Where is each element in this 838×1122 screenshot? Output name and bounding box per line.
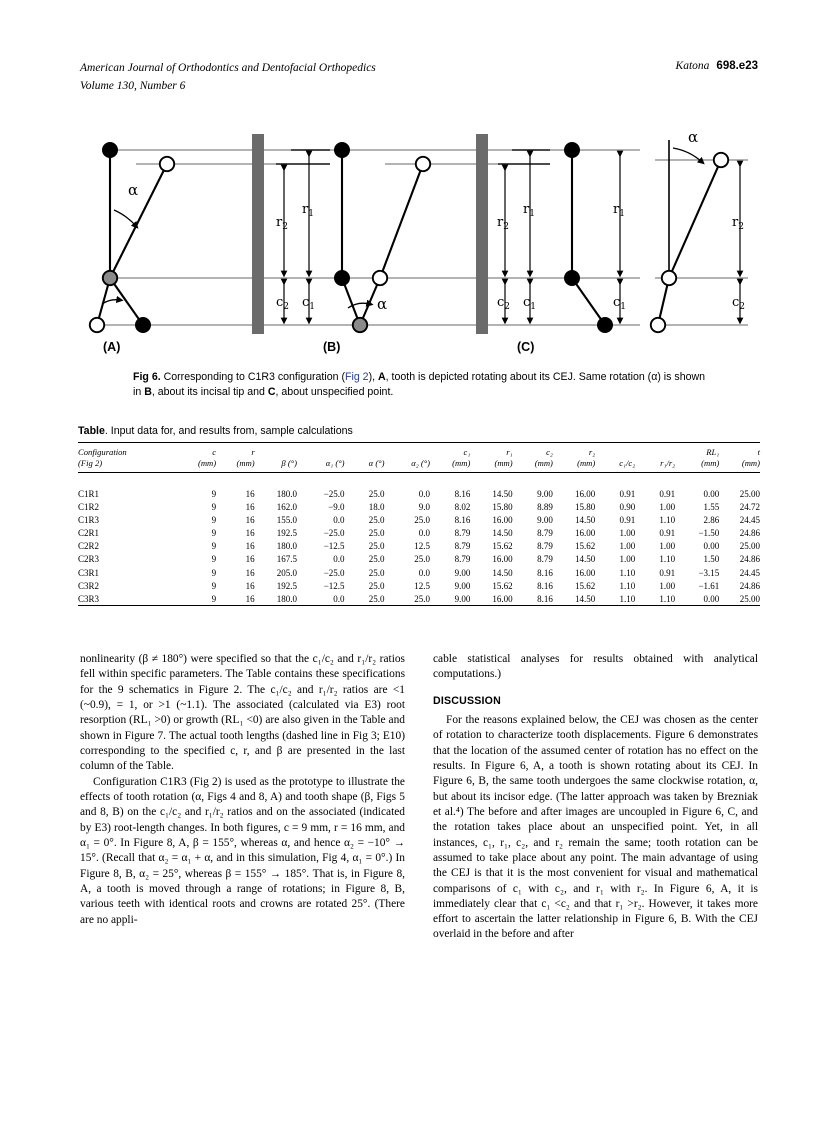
figure-caption xyxy=(133,370,707,401)
table-cell: 180.0 xyxy=(276,593,297,604)
table-cell: −9.0 xyxy=(328,502,345,513)
table-cell: 14.50 xyxy=(492,528,513,539)
table-cell: 180.0 xyxy=(276,541,297,552)
th-t-l1: t xyxy=(757,447,760,457)
table-cell: 25.0 xyxy=(368,488,385,499)
table-row xyxy=(78,540,760,553)
table-cell: −25.0 xyxy=(323,567,345,578)
table-cell: 9.0 xyxy=(418,502,431,513)
svg-text:c2: $c_2$ xyxy=(732,295,746,312)
table-cell: 12.5 xyxy=(414,541,431,552)
table-cell: 0.91 xyxy=(659,567,676,578)
svg-text:r2: $r_2$ xyxy=(276,215,288,232)
table-title xyxy=(78,425,760,437)
table-cell-configuration: C1R2 xyxy=(78,502,100,513)
table-cell: 15.62 xyxy=(492,580,513,591)
panel-b-graphic xyxy=(330,134,550,334)
table-cell: 25.0 xyxy=(414,515,431,526)
th-r2-l1: r₂ xyxy=(588,447,596,457)
table-row xyxy=(78,527,760,540)
table-cell: 15.62 xyxy=(492,541,513,552)
table-cell: 24.45 xyxy=(739,567,760,578)
spacer-cell xyxy=(78,478,760,487)
sample-calculations-table xyxy=(78,442,760,609)
table-cell: 8.16 xyxy=(537,567,553,578)
table-cell: 14.50 xyxy=(574,593,596,604)
table-cell: 0.00 xyxy=(703,593,720,604)
table-cell-configuration: C2R3 xyxy=(78,554,100,565)
table-cell: 16.00 xyxy=(492,515,513,526)
table-cell: 12.5 xyxy=(414,580,431,591)
table-cell: 8.89 xyxy=(537,502,553,513)
section-heading-discussion: DISCUSSION xyxy=(433,694,501,707)
svg-text:c2: $c_2$ xyxy=(276,295,290,312)
table-cell: 192.5 xyxy=(276,580,297,591)
table-cell: 16.00 xyxy=(574,567,596,578)
table-row xyxy=(78,553,760,566)
table-cell: 1.10 xyxy=(659,593,676,604)
table-cell: 25.00 xyxy=(739,488,760,499)
table-header xyxy=(78,443,760,479)
svg-text:r1: $r_1$ xyxy=(302,202,314,219)
table-cell: 1.10 xyxy=(619,593,636,604)
table-cell: 1.00 xyxy=(659,541,676,552)
table-cell: 1.10 xyxy=(619,580,636,591)
th-r1 xyxy=(470,447,512,473)
table-cell: 0.0 xyxy=(418,528,431,539)
table-row xyxy=(78,501,760,514)
table-cell: 8.79 xyxy=(537,528,553,539)
th-rl1-l1: RL₁ xyxy=(706,447,720,457)
th-c2-l2: (mm) xyxy=(534,458,553,469)
caption-text-3: , tooth is depicted rotating about its CEJ. Same rotation (α) is shown in xyxy=(133,371,706,399)
table-cell: 8.16 xyxy=(537,580,553,591)
table-cell: 0.90 xyxy=(619,502,636,513)
th-r1-l1: r₁ xyxy=(506,447,513,457)
table-cell: 24.45 xyxy=(739,515,760,526)
th-configuration xyxy=(78,447,181,473)
table-cell: 2.86 xyxy=(703,515,720,526)
th-alpha1 xyxy=(297,447,345,473)
svg-text:r2: $r_2$ xyxy=(497,215,509,232)
th-beta-l2: β (°) xyxy=(281,458,297,469)
table-cell: 16 xyxy=(245,554,255,565)
table-cell: 1.10 xyxy=(619,567,636,578)
table-cell: 205.0 xyxy=(276,567,297,578)
table-cell: 9 xyxy=(211,554,217,565)
table-cell: 9 xyxy=(211,528,217,539)
th-c xyxy=(181,447,216,473)
data-table-block xyxy=(78,425,760,609)
table-cell-configuration: C2R1 xyxy=(78,528,100,539)
table-body xyxy=(78,478,760,605)
table-cell: 14.50 xyxy=(574,554,596,565)
th-alpha2 xyxy=(384,447,430,473)
table-cell: 1.00 xyxy=(619,554,636,565)
svg-text:α: α xyxy=(688,128,699,146)
table-cell: −12.5 xyxy=(323,580,345,591)
th-configuration-l1: Configuration xyxy=(78,447,127,457)
th-configuration-l2: (Fig 2) xyxy=(78,458,103,469)
table-cell: 0.0 xyxy=(418,488,431,499)
th-r1-l2: (mm) xyxy=(494,458,513,469)
table-cell: 9.00 xyxy=(454,580,471,591)
table-cell-configuration: C3R3 xyxy=(78,593,100,604)
table-cell: 0.91 xyxy=(659,488,676,499)
table-cell: 25.0 xyxy=(414,554,431,565)
svg-text:r2: $r_2$ xyxy=(732,215,744,232)
table-cell: 8.79 xyxy=(454,554,471,565)
th-r-l2: (mm) xyxy=(236,458,255,469)
table-cell: 25.0 xyxy=(368,593,385,604)
table-row xyxy=(78,592,760,606)
table-cell: 9 xyxy=(211,593,217,604)
table-cell: 24.72 xyxy=(739,502,760,513)
author-name: Katona xyxy=(675,60,710,72)
table-title-label: Table xyxy=(78,425,105,437)
th-alpha1-l2: α₁ (°) xyxy=(325,458,345,469)
table-cell: 14.50 xyxy=(492,488,513,499)
table-footer xyxy=(78,606,760,610)
svg-text:c1: $c_1$ xyxy=(523,295,537,312)
table-cell: 24.86 xyxy=(739,554,760,565)
th-c-l2: (mm) xyxy=(197,458,217,469)
table-cell: 16.00 xyxy=(574,488,596,499)
svg-text:c1: $c_1$ xyxy=(302,295,316,312)
column-left xyxy=(80,652,405,928)
th-rl1 xyxy=(675,447,719,473)
caption-bold-b: B xyxy=(144,386,152,399)
table-cell: 1.10 xyxy=(659,554,676,565)
table-cell: 25.0 xyxy=(368,515,385,526)
table-cell: 16 xyxy=(245,580,255,591)
table-cell: 24.86 xyxy=(739,580,760,591)
table-cell: −25.0 xyxy=(323,528,345,539)
table-cell: 0.0 xyxy=(418,567,431,578)
table-cell: 0.91 xyxy=(659,528,676,539)
table-cell: 9 xyxy=(211,541,217,552)
journal-name: American Journal of Orthodontics and Dentofacial Orthopedics xyxy=(80,62,376,74)
table-cell: 25.0 xyxy=(368,567,385,578)
table-cell: 0.00 xyxy=(703,541,720,552)
th-r2-l2: (mm) xyxy=(577,458,596,469)
table-row xyxy=(78,514,760,527)
table-cell: 1.00 xyxy=(619,528,636,539)
th-alpha xyxy=(345,447,385,473)
table-cell: 16 xyxy=(245,528,255,539)
svg-text:α: α xyxy=(377,295,388,313)
panel-label-a: (A) xyxy=(103,340,121,354)
th-c-l1: c xyxy=(212,447,217,457)
caption-label: Fig 6. xyxy=(133,371,161,383)
svg-text:r1: $r_1$ xyxy=(523,202,535,219)
panel-label-b: (B) xyxy=(323,340,341,354)
th-c1c2-l2: c₁/c₂ xyxy=(619,458,636,469)
table-cell: 8.79 xyxy=(537,554,553,565)
table-cell: 1.10 xyxy=(659,515,676,526)
table-cell: 18.0 xyxy=(368,502,385,513)
th-r-l1: r xyxy=(251,447,255,457)
table-cell-configuration: C3R2 xyxy=(78,580,100,591)
table-cell: 9 xyxy=(211,567,217,578)
table-cell: 25.0 xyxy=(414,593,431,604)
table-cell: 24.86 xyxy=(739,528,760,539)
running-head-left xyxy=(80,60,376,96)
table-cell: 1.00 xyxy=(619,541,636,552)
table-cell: 15.80 xyxy=(492,502,513,513)
table-cell: 9.00 xyxy=(454,567,471,578)
table-cell: 1.55 xyxy=(703,502,720,513)
table-cell: 9.00 xyxy=(537,515,553,526)
journal-volume: Volume 130, Number 6 xyxy=(80,79,186,92)
table-cell-configuration: C1R1 xyxy=(78,488,100,499)
table-cell: 9 xyxy=(211,515,217,526)
table-cell: 162.0 xyxy=(276,502,297,513)
table-cell: 155.0 xyxy=(276,515,297,526)
table-cell: 8.16 xyxy=(454,488,471,499)
th-t-l2: (mm) xyxy=(741,458,760,469)
th-c1 xyxy=(430,447,470,473)
table-title-text: . Input data for, and results from, sample calculations xyxy=(104,425,353,437)
table-cell: 8.02 xyxy=(454,502,471,513)
figure-6-graphic xyxy=(80,118,758,363)
th-t xyxy=(719,447,760,473)
caption-bold-a: A xyxy=(377,371,386,383)
table-cell: 8.79 xyxy=(454,541,471,552)
table-header-row xyxy=(78,447,760,473)
table-row xyxy=(78,566,760,579)
caption-text-4: , about its incisal tip and xyxy=(151,386,268,399)
table-cell: 16.00 xyxy=(492,554,513,565)
th-r xyxy=(216,447,255,473)
th-c1c2 xyxy=(595,447,635,473)
paragraph-right-2: For the reasons explained below, the CEJ was chosen as the center of rotation to characterize tooth displacements. Figure 6 demonstrates that the location of the assumed center of rotation has no effect on the results. In Figure 6, A, a tooth is shown rotating about its CEJ. In Figure 6, B, the same tooth undergoes the same clockwise rotation, α, but about its incisor edge. (The latter approach was taken by Brezniak et al.⁴) The before and after images are uncoupled in Figure 6, C, and the rotation takes place about an unspecified point. Yet, in all instances, c₁, r₁, c₂, and r₂ remain the same; tooth rotation can be assumed to take place about any point. The main advantage of using the CEJ is that it is the most convenient for visual and mathematical comparisons of c₁ with c₂, and r₁ with r₂. In Figure 6, A, it is immediately clear that c₁ <c₂ and that r₁ >r₂. However, it takes more effort to ascertain the latter relationship in Figure 6, B. With the CEJ overlaid in the before and after xyxy=(433,713,758,941)
table-cell: 8.79 xyxy=(454,528,471,539)
table-cell: 14.50 xyxy=(492,567,513,578)
table-cell: 25.0 xyxy=(368,528,385,539)
table-cell: 16.00 xyxy=(492,593,513,604)
th-c2 xyxy=(513,447,553,473)
svg-text:r1: $r_1$ xyxy=(613,202,625,219)
caption-bold-c: C xyxy=(267,386,276,399)
table-cell: 16.00 xyxy=(574,528,596,539)
panel-c-graphic xyxy=(550,128,748,332)
table-cell: 9.00 xyxy=(537,488,553,499)
table-cell: 0.0 xyxy=(333,515,345,526)
table-cell: 9 xyxy=(211,580,217,591)
th-rl1-l2: (mm) xyxy=(701,458,720,469)
table-cell: 25.00 xyxy=(739,541,760,552)
paragraph-left-2: Configuration C1R3 (Fig 2) is used as the prototype to illustrate the effects of tooth rotation (α, Figs 4 and 8, A) and tooth shape (β, Figs 5 and 8, B) on the c₁/c₂ and r₁/r₂ ratios and on the associated (indicated by E3) root-length changes. In both figures, c = 9 mm, r = 16 mm, and α₁ = 0°. In Figure 8, A, β = 155°, whereas α, and hence α₂ = −10° → 15°. (Recall that α₂ = α₁ + α, and in this simulation, Fig 4, α₁ = 0°.) In Figure 8, B, α₂ = 25°, whereas β = 155° → 185°. That is, in Figure 8, A, a tooth is moved through a range of rotations; in Figure 8, B, various teeth with identical roots and crowns are rotated 25°. (There are no appli- xyxy=(80,775,405,926)
th-c1-l1: c₁ xyxy=(463,447,471,457)
table-cell: 0.91 xyxy=(619,515,636,526)
table-cell: 0.91 xyxy=(619,488,636,499)
table-cell: 192.5 xyxy=(276,528,297,539)
table-cell-configuration: C1R3 xyxy=(78,515,100,526)
panel-a-graphic xyxy=(90,134,330,334)
th-c2-l1: c₂ xyxy=(546,447,553,457)
table-cell-configuration: C3R1 xyxy=(78,567,100,578)
table-cell: 25.00 xyxy=(739,593,760,604)
table-cell: 16 xyxy=(245,515,255,526)
table-cell: 0.0 xyxy=(333,554,345,565)
th-r1r2 xyxy=(635,447,675,473)
table-cell: 16 xyxy=(245,593,255,604)
running-head-right xyxy=(676,60,758,72)
table-cell: −1.61 xyxy=(698,580,720,591)
figure-6 xyxy=(80,118,758,363)
table-cell: 25.0 xyxy=(368,580,385,591)
table-cell: 1.00 xyxy=(659,580,676,591)
table-cell: 8.16 xyxy=(537,593,553,604)
caption-text-5: , about unspecified point. xyxy=(275,386,394,399)
table-cell: 16 xyxy=(245,488,255,499)
page-number: 698.e23 xyxy=(716,60,758,72)
table-row xyxy=(78,487,760,500)
table-cell: 14.50 xyxy=(574,515,596,526)
table-cell: 1.00 xyxy=(659,502,676,513)
table-spacer-row xyxy=(78,478,760,487)
table-cell: 167.5 xyxy=(276,554,297,565)
table-cell: −1.50 xyxy=(698,528,720,539)
table-cell: 0.00 xyxy=(703,488,720,499)
paragraph-right-1: cable statistical analyses for results obtained with analytical computations.) xyxy=(433,653,758,681)
body-columns xyxy=(80,652,758,1072)
table-cell: −3.15 xyxy=(698,567,720,578)
column-right xyxy=(433,652,758,943)
th-alpha-l2: α (°) xyxy=(368,458,385,469)
th-alpha2-l2: α₂ (°) xyxy=(411,458,431,469)
table-cell: 180.0 xyxy=(276,488,297,499)
table-cell: 16 xyxy=(245,567,255,578)
th-c1-l2: (mm) xyxy=(452,458,471,469)
caption-text-2: ), xyxy=(368,371,378,383)
table-cell-configuration: C2R2 xyxy=(78,541,100,552)
th-r2 xyxy=(553,447,595,473)
table-cell: 25.0 xyxy=(368,541,385,552)
table-cell: −25.0 xyxy=(323,488,345,499)
svg-text:α: α xyxy=(128,181,139,199)
table-bottom-rule xyxy=(78,606,760,610)
table-cell: 9 xyxy=(211,502,217,513)
panel-label-c: (C) xyxy=(517,340,535,354)
th-beta xyxy=(255,447,297,473)
table-cell: 9 xyxy=(211,488,217,499)
running-head xyxy=(80,60,758,96)
svg-text:c1: $c_1$ xyxy=(613,295,627,312)
table-cell: 16 xyxy=(245,541,255,552)
svg-text:c2: $c_2$ xyxy=(497,295,511,312)
table-cell: 8.16 xyxy=(454,515,471,526)
table-cell: 16 xyxy=(245,502,255,513)
paragraph-left-1: nonlinearity (β ≠ 180°) were specified so that the c₁/c₂ and r₁/r₂ ratios fell within specific parameters. The Table contains these specifications for the 9 schematics in Figure 2. The c₁/c₂ and r₁/r₂ ratios are <1 (~0.9), = 1, or >1 (~1.1). The associated (calculated via E3) root resorption (RL₁ >0) or growth (RL₁ <0) are also given in the Table and shown in Figure 7. The actual tooth lengths (dashed line in Fig 3; E10) corresponding to the specified c, r, and β are presented in the last column of the Table. xyxy=(80,653,405,773)
table-row xyxy=(78,579,760,592)
th-r1r2-l2: r₁/r₂ xyxy=(660,458,676,469)
table-cell: 15.80 xyxy=(574,502,596,513)
table-cell: 15.62 xyxy=(574,541,596,552)
caption-text-1: Corresponding to C1R3 configuration ( xyxy=(160,371,345,383)
rule-cell xyxy=(78,606,760,610)
caption-link-fig2[interactable]: Fig 2 xyxy=(345,371,369,383)
table-cell: 0.0 xyxy=(333,593,345,604)
table-cell: −12.5 xyxy=(323,541,345,552)
table-cell: 9.00 xyxy=(454,593,471,604)
table-cell: 25.0 xyxy=(368,554,385,565)
table-cell: 15.62 xyxy=(574,580,596,591)
table-cell: 1.50 xyxy=(703,554,720,565)
table-cell: 8.79 xyxy=(537,541,553,552)
